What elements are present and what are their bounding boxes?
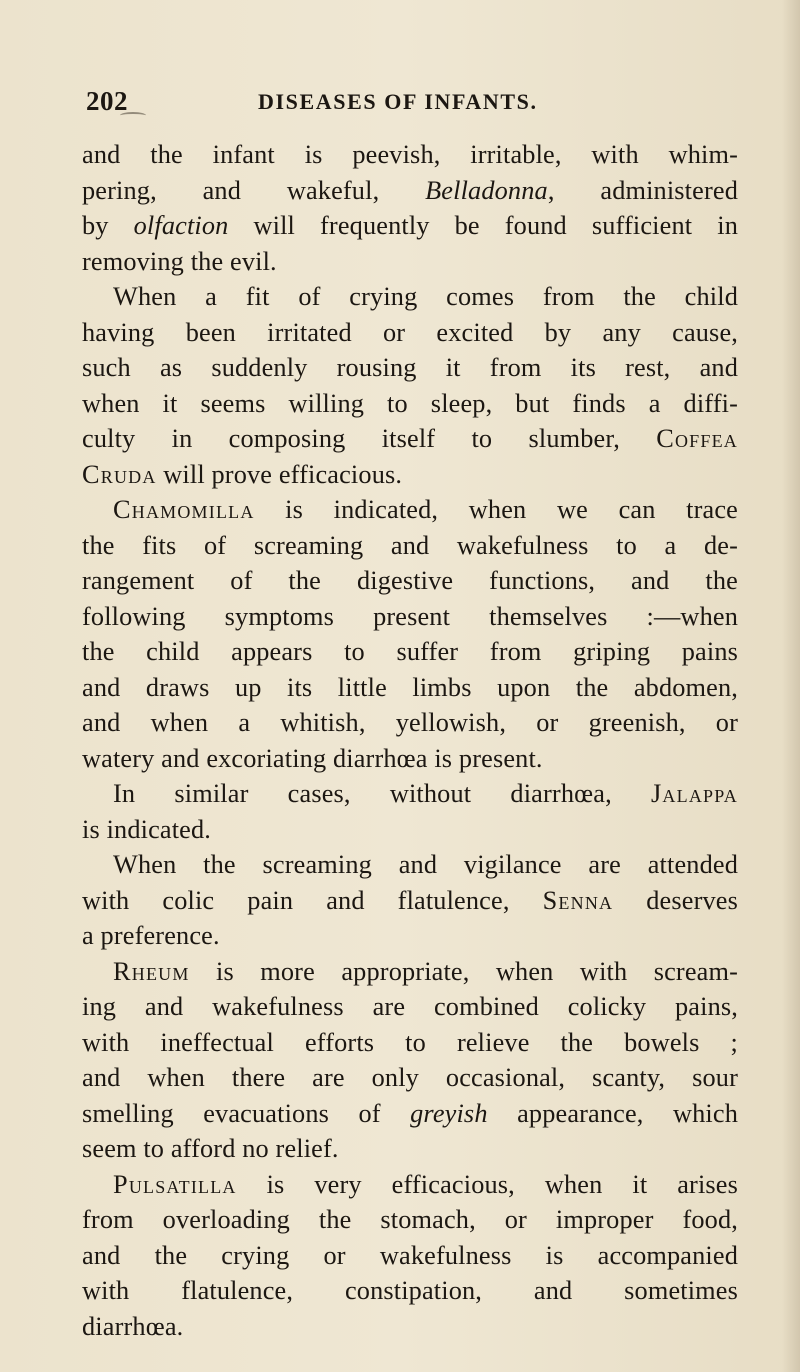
text-run: When the screaming and vigilance are attended <box>113 850 738 879</box>
text-run: watery and excoriating diarrhœa is present. <box>82 743 543 773</box>
remedy-name: Cruda <box>82 459 157 489</box>
text-line <box>82 563 738 599</box>
text-line <box>82 350 738 386</box>
text-run: having been irritated or excited by any cause, <box>82 317 738 347</box>
page-header <box>86 86 726 122</box>
text-run: , administered <box>547 175 738 205</box>
text-line <box>82 989 738 1025</box>
text-line <box>82 670 738 706</box>
text-run: is indicated. <box>82 814 212 844</box>
text-line <box>82 705 738 741</box>
text-run: is indicated, when we can trace <box>254 495 738 524</box>
text-line <box>82 599 738 635</box>
text-run: will frequently be found sufficient in <box>228 211 738 240</box>
text-run: the child appears to suffer from griping pains <box>82 637 738 666</box>
text-line <box>82 528 738 564</box>
text-line <box>82 918 738 954</box>
text-line <box>82 634 738 670</box>
text-line <box>82 1202 738 1238</box>
text-line <box>82 244 738 280</box>
text-run: smelling evacuations of <box>82 1098 411 1128</box>
text-run: the fits of screaming and wakefulness to a de- <box>82 530 738 560</box>
text-line <box>82 1167 738 1203</box>
text-line <box>82 776 738 812</box>
text-line <box>82 883 738 919</box>
text-line <box>82 137 738 173</box>
text-run: following symptoms present themselves :—when <box>82 601 738 631</box>
text-run: ing and wakefulness are combined colicky pains, <box>82 992 738 1021</box>
text-line <box>82 421 738 457</box>
text-run: and the crying or wakefulness is accompanied <box>82 1240 738 1270</box>
text-line <box>82 1025 738 1061</box>
page-edge-shadow <box>782 0 800 1372</box>
text-run: with flatulence, constipation, and sometimes <box>82 1276 738 1305</box>
text-run: is more appropriate, when with scream- <box>189 956 738 986</box>
text-line <box>82 173 738 209</box>
text-run: is very efficacious, when it arises <box>236 1169 738 1199</box>
text-line <box>82 1238 738 1274</box>
text-line <box>82 1131 738 1167</box>
italic-term: greyish <box>410 1098 488 1128</box>
text-line <box>82 954 738 990</box>
text-line <box>82 386 738 422</box>
text-line <box>82 279 738 315</box>
text-run: seem to afford no relief. <box>82 1134 339 1163</box>
ink-smudge <box>120 112 146 119</box>
remedy-name: Senna <box>542 885 614 915</box>
text-run: rangement of the digestive functions, and the <box>82 566 738 595</box>
remedy-name: Chamomilla <box>113 495 255 524</box>
text-line <box>82 741 738 777</box>
text-run: by <box>82 211 134 240</box>
page-number: 202 <box>86 86 128 116</box>
text-run: a preference. <box>82 921 220 950</box>
text-line <box>82 1309 738 1345</box>
text-run: with ineffectual efforts to relieve the bowels ; <box>82 1027 738 1057</box>
text-run: and draws up its little limbs upon the abdomen, <box>82 672 738 702</box>
text-line <box>82 1096 738 1132</box>
text-run: such as suddenly rousing it from its rest, and <box>82 353 738 382</box>
text-run: culty in composing itself to slumber, <box>82 424 657 453</box>
text-run: will prove efficacious. <box>156 459 403 489</box>
remedy-name: Coffea <box>656 424 738 453</box>
remedy-name: Jalappa <box>651 779 738 808</box>
text-run: and when there are only occasional, scanty, sour <box>82 1063 738 1092</box>
italic-term: olfaction <box>133 211 229 240</box>
running-head: DISEASES OF INFANTS. <box>258 89 538 114</box>
text-run: from overloading the stomach, or improper food, <box>82 1205 738 1234</box>
text-line <box>82 208 738 244</box>
text-line <box>82 812 738 848</box>
text-line <box>82 1060 738 1096</box>
text-run: and when a whitish, yellowish, or greenish, or <box>82 708 738 737</box>
remedy-name: Rheum <box>113 956 190 986</box>
text-line <box>82 492 738 528</box>
italic-term: Belladonna <box>425 175 548 205</box>
text-run: when it seems willing to sleep, but finds a diffi- <box>82 388 738 418</box>
remedy-name: Pulsatilla <box>113 1169 237 1199</box>
text-line <box>82 1273 738 1309</box>
text-run: deserves <box>613 885 738 915</box>
text-run: removing the evil. <box>82 246 277 276</box>
body-text <box>82 137 738 1344</box>
text-line <box>82 315 738 351</box>
text-run: diarrhœa. <box>82 1311 184 1341</box>
text-run: and the infant is peevish, irritable, with whim- <box>82 140 738 169</box>
text-line <box>82 457 738 493</box>
text-run: pering, and wakeful, <box>82 175 426 205</box>
text-line <box>82 847 738 883</box>
text-run: In similar cases, without diarrhœa, <box>113 779 651 808</box>
text-run: with colic pain and flatulence, <box>82 885 543 915</box>
text-run: appearance, which <box>487 1098 739 1128</box>
text-run: When a fit of crying comes from the child <box>113 282 738 311</box>
